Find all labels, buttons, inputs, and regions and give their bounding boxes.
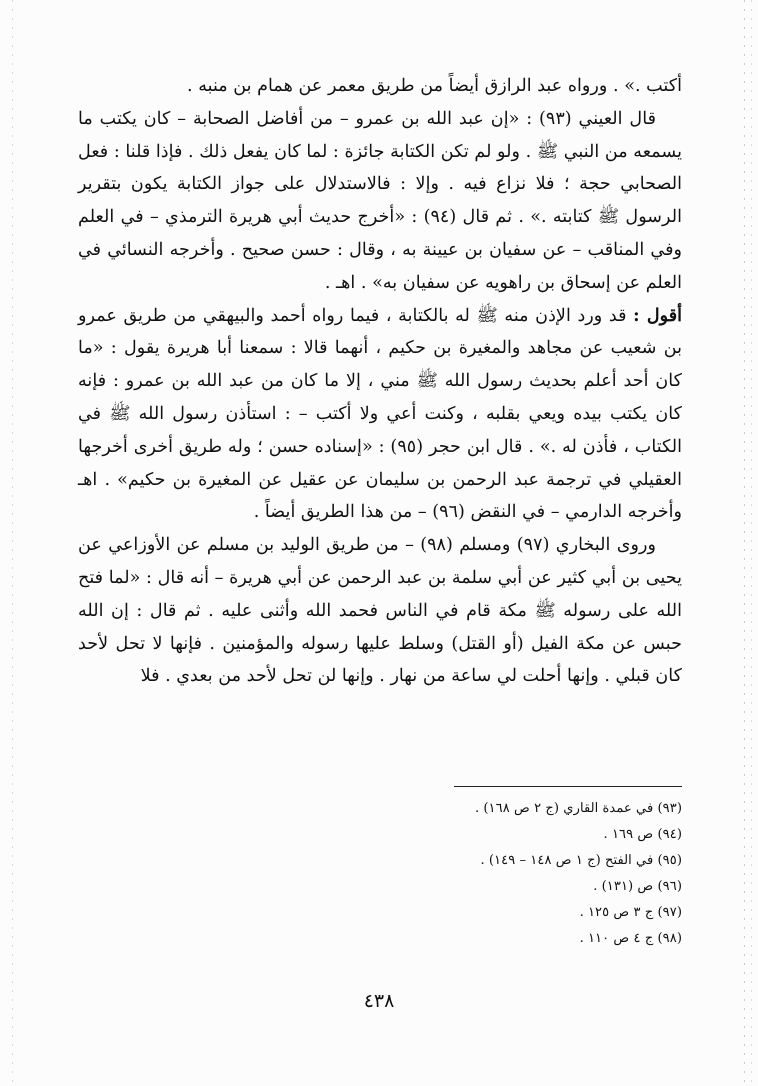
paragraph-4: وروى البخاري (٩٧) ومسلم (٩٨) – من طريق الوليد بن مسلم عن الأوزاعي عن يحيى بن أبي كثير عن أبي سلمة بن عبد الرحمن عن أبي هريرة – أنه قال : «لما فتح الله على رسوله ﷺ مكة قام في الناس فحمد الله وأثنى عليه . ثم قال : إن الله حبس عن مكة الفيل (أو القتل) وسلط عليها رسوله والمؤمنين . فإنها لا تحل لأحد كان قبلي . وإنها أحلت لي ساعة من نهار . وإنها لن تحل لأحد من بعدي . فلا (78, 535, 682, 687)
page-edge-left (12, 0, 13, 1086)
footnote-divider (454, 786, 682, 787)
footnote-93: (٩٣) في عمدة القاري (ج ٢ ص ١٦٨) . (475, 801, 682, 816)
footnote-95: (٩٥) في الفتح (ج ١ ص ١٤٨ – ١٤٩) . (480, 853, 682, 868)
page-edge-right-outer (751, 0, 752, 1086)
main-text-block (78, 70, 682, 693)
footnote-96: (٩٦) ص (١٣١) . (593, 879, 682, 894)
footnote-94: (٩٤) ص ١٦٩ . (603, 827, 682, 842)
paragraph-2: قال العيني (٩٣) : «إن عبد الله بن عمرو – من أفاضل الصحابة – كان يكتب ما يسمعه من النبي ﷺ . ولو لم تكن الكتابة جائزة : لما كان يفعل ذلك . فإذا قلنا : فعل الصحابي حجة ؛ فلا نزاع فيه . وإلا : فالاستدلال على جواز الكتابة يكون بتقرير الرسول ﷺ كتابته .» . ثم قال (٩٤) : «أخرج حديث أبي هريرة الترمذي – في العلم وفي المناقب – عن سفيان بن عيينة به ، وقال : حسن صحيح . وأخرجه النسائي في العلم عن إسحاق بن راهويه عن سفيان به» . اهـ . (78, 108, 682, 293)
footnote-97: (٩٧) ج ٣ ص ١٢٥ . (579, 905, 682, 920)
paragraph-1: أكتب .» . ورواه عبد الرازق أيضاً من طريق معمر عن همام بن منبه . (187, 76, 682, 96)
page-edge-right (744, 0, 745, 1086)
footnotes-block (78, 796, 682, 952)
footnote-98: (٩٨) ج ٤ ص ١١٠ . (579, 931, 682, 946)
page-number: ٤٣٨ (363, 990, 395, 1012)
paragraph-3 (78, 300, 682, 530)
paragraph-3-body: قد ورد الإذن منه ﷺ له بالكتابة ، فيما رواه أحمد والبيهقي من طريق عمرو بن شعيب عن مجاهد والمغيرة بن حكيم ، أنهما قالا : سمعنا أبا هريرة يقول : «ما كان أحد أعلم بحديث رسول الله ﷺ مني ، إلا ما كان من عبد الله بن عمرو : فإنه كان يكتب بيده ويعي بقلبه ، وكنت أعي ولا أكتب – : استأذن رسول الله ﷺ في الكتاب ، فأذن له .» . قال ابن حجر (٩٥) : «إسناده حسن ؛ وله طريق أخرى أخرجها العقيلي في ترجمة عبد الرحمن بن سليمان عن عقيل عن المغيرة بن حكيم» . اهـ وأخرجه الدارمي – في النقض (٩٦) – من هذا الطريق أيضاً . (78, 305, 683, 523)
paragraph-3-lead: أقول : (633, 304, 682, 326)
